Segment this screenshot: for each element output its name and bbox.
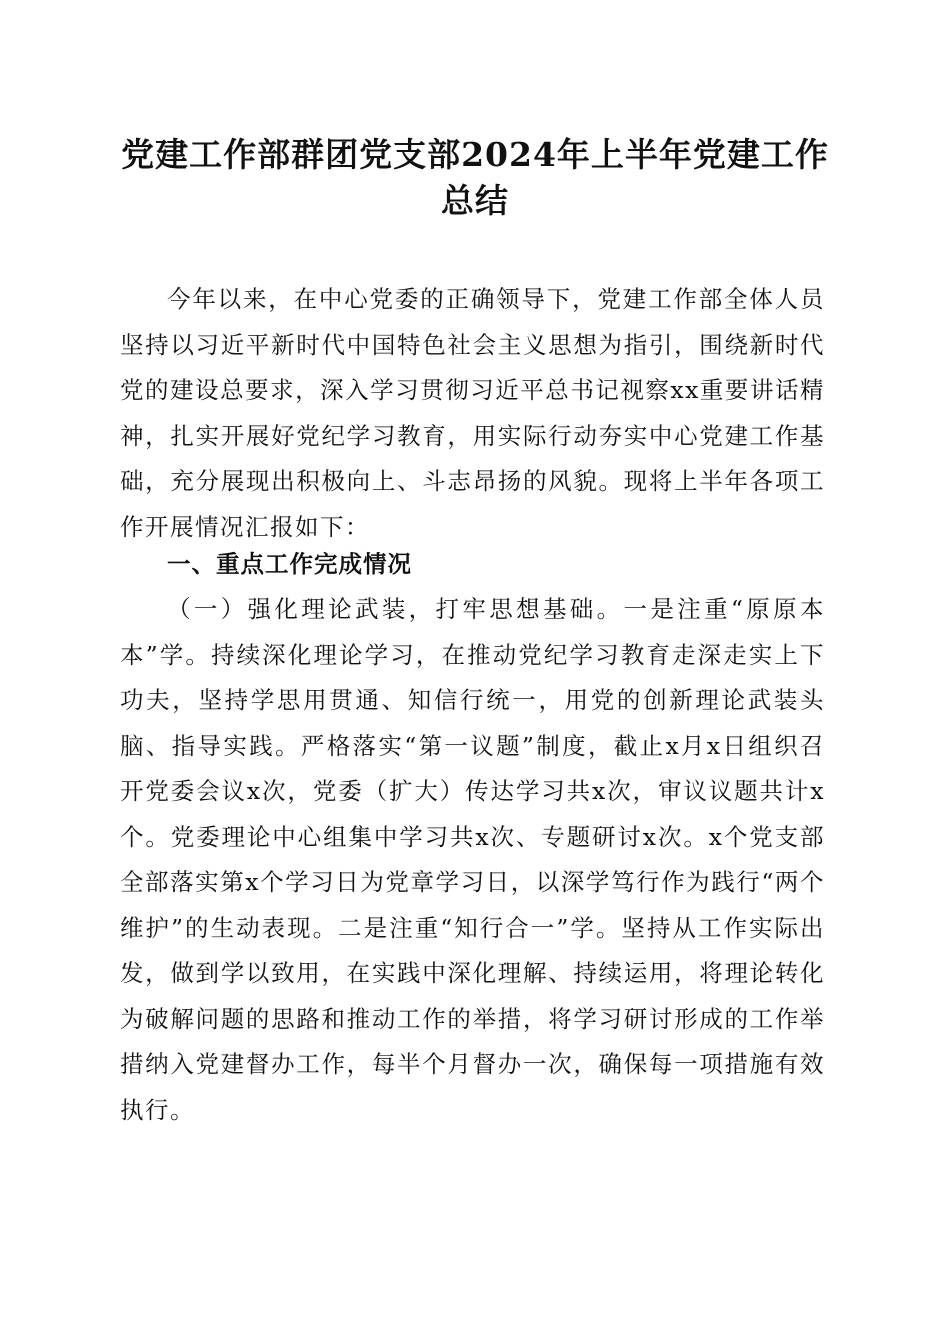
subsection-body: 一是注重“原原本本”学。持续深化理论学习，在推动党纪学习教育走深走实上下功夫，坚持学思用贯通、知信行统一，用党的创新理论武装头脑、指导实践。严格落实“第一议题”制度，截止x月x日组织召开党委会议x次，党委（扩大）传达学习共x次，审议议题共计x个。党委理论中心组集中学习共x次、专题研讨x次。x个党支部全部落实第x个学习日为党章学习日，以深学笃行作为践行“两个维护”的生动表现。二是注重“知行合一”学。坚持从工作实际出发，做到学以致用，在实践中深化理解、持续运用，将理论转化为破解问题的思路和推动工作的举措，将学习研讨形成的工作举措纳入党建督办工作，每半个月督办一次，确保每一项措施有效执行。 — [120, 595, 826, 1124]
document-title: 党建工作部群团党支部2024年上半年党建工作总结 — [121, 135, 829, 220]
intro-paragraph: 今年以来，在中心党委的正确领导下，党建工作部全体人员坚持以习近平新时代中国特色社会主义思想为指引，围绕新时代党的建设总要求，深入学习贯彻习近平总书记视察xx重要讲话精神，扎实开展好党纪学习教育，用实际行动夯实中心党建工作基础，充分展现出积极向上、斗志昂扬的风貌。现将上半年各项工作开展情况汇报如下： — [120, 285, 825, 541]
subsection-lead: （一）强化理论武装，打牢思想基础。 — [167, 595, 624, 623]
section-heading: 一、重点工作完成情况 — [167, 550, 412, 578]
subsection-paragraph — [120, 587, 825, 1133]
